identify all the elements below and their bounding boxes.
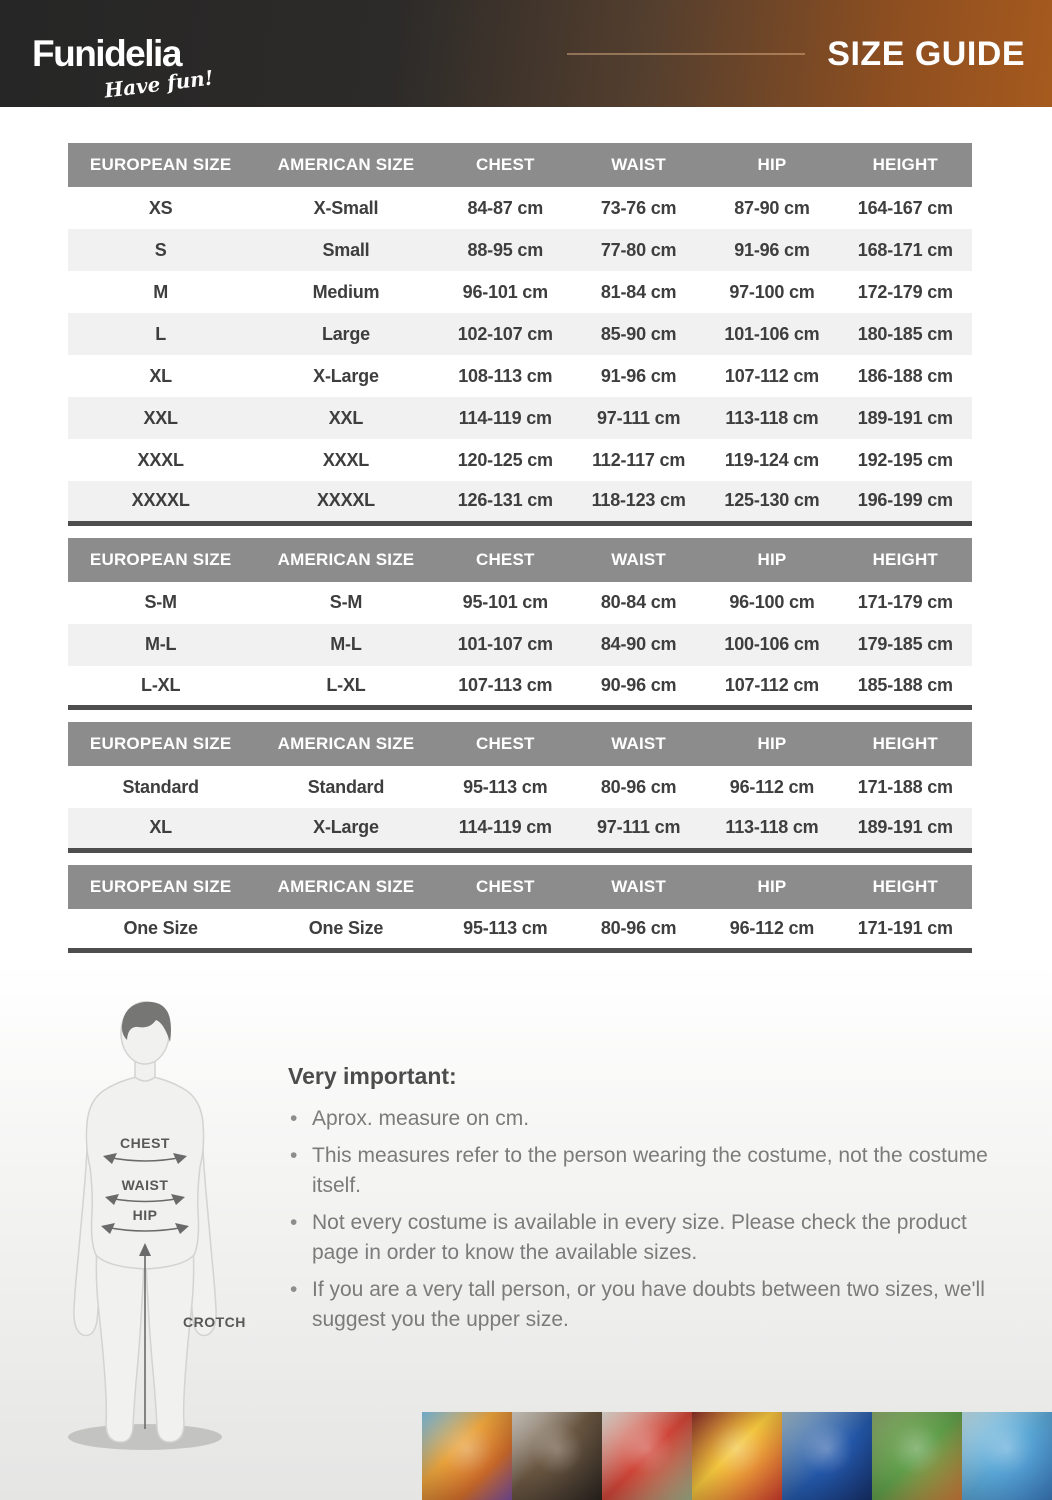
note-item: • If you are a very tall person, or you have doubts between two sizes, we'll suggest you the upper size. [288, 1275, 988, 1335]
column-header: EUROPEAN SIZE [68, 722, 253, 766]
costume-photo-dragon-ball [422, 1412, 512, 1500]
size-cell: 100-106 cm [705, 624, 838, 666]
size-cell: XXL [253, 397, 438, 439]
size-cell: 114-119 cm [439, 397, 572, 439]
column-header: AMERICAN SIZE [253, 143, 438, 187]
size-cell: XS [68, 187, 253, 229]
size-cell: 97-100 cm [705, 271, 838, 313]
size-cell: 171-179 cm [839, 582, 972, 624]
size-row [68, 229, 972, 271]
size-cell: XXXXL [253, 481, 438, 523]
size-cell: XXXL [253, 439, 438, 481]
size-cell: 91-96 cm [572, 355, 705, 397]
size-cell: 171-188 cm [839, 766, 972, 808]
size-cell: 81-84 cm [572, 271, 705, 313]
size-cell: 112-117 cm [572, 439, 705, 481]
size-cell: XXL [68, 397, 253, 439]
column-header: AMERICAN SIZE [253, 538, 438, 582]
notes-list [288, 1104, 988, 1335]
size-cell: X-Small [253, 187, 438, 229]
costume-photo-power-rangers [602, 1412, 692, 1500]
size-cell: 96-112 cm [705, 909, 838, 951]
column-header: CHEST [439, 865, 572, 909]
size-row [68, 271, 972, 313]
size-cell: 77-80 cm [572, 229, 705, 271]
costume-photo-pj-masks [782, 1412, 872, 1500]
size-cell: 73-76 cm [572, 187, 705, 229]
column-header: HEIGHT [839, 143, 972, 187]
size-cell: 126-131 cm [439, 481, 572, 523]
size-cell: S [68, 229, 253, 271]
size-cell: L-XL [253, 666, 438, 708]
size-cell: XXXXL [68, 481, 253, 523]
crotch-label: CROTCH [183, 1314, 246, 1330]
notes-title: Very important: [288, 1063, 457, 1089]
column-header: HEIGHT [839, 538, 972, 582]
size-row [68, 313, 972, 355]
size-cell: 118-123 cm [572, 481, 705, 523]
column-header: WAIST [572, 865, 705, 909]
size-table-2 [68, 538, 972, 711]
column-header: CHEST [439, 722, 572, 766]
column-header: EUROPEAN SIZE [68, 143, 253, 187]
column-header: HIP [705, 722, 838, 766]
size-row [68, 397, 972, 439]
important-notes [288, 1063, 988, 1342]
size-tables [68, 143, 972, 953]
size-row [68, 439, 972, 481]
size-cell: 164-167 cm [839, 187, 972, 229]
column-header: WAIST [572, 538, 705, 582]
size-cell: S-M [253, 582, 438, 624]
column-header: AMERICAN SIZE [253, 722, 438, 766]
column-header: AMERICAN SIZE [253, 865, 438, 909]
waist-label: WAIST [121, 1177, 169, 1193]
costume-photo-pacman [692, 1412, 782, 1500]
size-cell: 113-118 cm [705, 808, 838, 850]
size-cell: 114-119 cm [439, 808, 572, 850]
size-cell: 90-96 cm [572, 666, 705, 708]
header-divider-line [567, 53, 805, 55]
size-cell: 168-171 cm [839, 229, 972, 271]
size-row [68, 481, 972, 523]
size-cell: 101-107 cm [439, 624, 572, 666]
size-row [68, 355, 972, 397]
costume-photo-smurfs [962, 1412, 1052, 1500]
page-title: SIZE GUIDE [827, 34, 1025, 73]
costume-photo-blanka [872, 1412, 962, 1500]
size-cell: 107-113 cm [439, 666, 572, 708]
size-table-4 [68, 865, 972, 954]
size-cell: M [68, 271, 253, 313]
size-cell: 87-90 cm [705, 187, 838, 229]
header-row [68, 865, 972, 909]
hip-label: HIP [132, 1207, 158, 1223]
size-cell: 120-125 cm [439, 439, 572, 481]
chest-label: CHEST [120, 1135, 170, 1151]
bottom-section [0, 963, 1052, 1500]
size-cell: 88-95 cm [439, 229, 572, 271]
size-cell: One Size [253, 909, 438, 951]
size-cell: 97-111 cm [572, 808, 705, 850]
size-cell: S-M [68, 582, 253, 624]
column-header: HIP [705, 143, 838, 187]
size-row [68, 808, 972, 850]
column-header: HIP [705, 865, 838, 909]
size-cell: 91-96 cm [705, 229, 838, 271]
size-cell: 189-191 cm [839, 397, 972, 439]
size-cell: Large [253, 313, 438, 355]
size-cell: 80-96 cm [572, 909, 705, 951]
costume-photo-star-wars [512, 1412, 602, 1500]
column-header: CHEST [439, 143, 572, 187]
size-cell: XXXL [68, 439, 253, 481]
size-cell: 119-124 cm [705, 439, 838, 481]
size-table-3 [68, 722, 972, 853]
size-cell: M-L [253, 624, 438, 666]
column-header: HEIGHT [839, 722, 972, 766]
header-row [68, 143, 972, 187]
size-cell: X-Large [253, 808, 438, 850]
size-cell: 125-130 cm [705, 481, 838, 523]
size-cell: 192-195 cm [839, 439, 972, 481]
column-header: WAIST [572, 722, 705, 766]
note-item: • This measures refer to the person wearing the costume, not the costume itself. [288, 1141, 988, 1201]
note-item: • Not every costume is available in every size. Please check the product page in order to know the available sizes. [288, 1208, 988, 1268]
size-cell: M-L [68, 624, 253, 666]
column-header: HEIGHT [839, 865, 972, 909]
size-cell: XL [68, 808, 253, 850]
size-cell: 80-84 cm [572, 582, 705, 624]
size-cell: 108-113 cm [439, 355, 572, 397]
size-cell: 180-185 cm [839, 313, 972, 355]
size-cell: Small [253, 229, 438, 271]
size-row [68, 187, 972, 229]
size-cell: 85-90 cm [572, 313, 705, 355]
size-cell: Standard [68, 766, 253, 808]
column-header: CHEST [439, 538, 572, 582]
size-cell: 95-101 cm [439, 582, 572, 624]
size-row [68, 666, 972, 708]
size-cell: XL [68, 355, 253, 397]
size-cell: 196-199 cm [839, 481, 972, 523]
size-row [68, 766, 972, 808]
column-header: WAIST [572, 143, 705, 187]
size-cell: 171-191 cm [839, 909, 972, 951]
photo-strip [422, 1412, 1052, 1500]
body-measurement-diagram [45, 997, 250, 1452]
size-cell: 179-185 cm [839, 624, 972, 666]
size-cell: One Size [68, 909, 253, 951]
size-cell: Standard [253, 766, 438, 808]
size-cell: 96-100 cm [705, 582, 838, 624]
header-banner [0, 0, 1052, 107]
size-table-1 [68, 143, 972, 526]
size-cell: 186-188 cm [839, 355, 972, 397]
size-cell: 101-106 cm [705, 313, 838, 355]
size-cell: 95-113 cm [439, 766, 572, 808]
note-item: • Aprox. measure on cm. [288, 1104, 988, 1134]
size-cell: 84-90 cm [572, 624, 705, 666]
brand-tagline: Have fun! [103, 65, 216, 103]
size-cell: 172-179 cm [839, 271, 972, 313]
column-header: EUROPEAN SIZE [68, 538, 253, 582]
size-cell: 189-191 cm [839, 808, 972, 850]
size-cell: 97-111 cm [572, 397, 705, 439]
size-row [68, 582, 972, 624]
size-cell: 96-112 cm [705, 766, 838, 808]
size-cell: 113-118 cm [705, 397, 838, 439]
column-header: EUROPEAN SIZE [68, 865, 253, 909]
header-row [68, 538, 972, 582]
size-cell: 96-101 cm [439, 271, 572, 313]
size-cell: 107-112 cm [705, 666, 838, 708]
size-cell: 80-96 cm [572, 766, 705, 808]
size-cell: 107-112 cm [705, 355, 838, 397]
column-header: HIP [705, 538, 838, 582]
size-row [68, 909, 972, 951]
size-cell: 95-113 cm [439, 909, 572, 951]
size-row [68, 624, 972, 666]
brand-name: Funidelia [32, 33, 181, 74]
size-cell: 185-188 cm [839, 666, 972, 708]
size-cell: 102-107 cm [439, 313, 572, 355]
size-cell: L-XL [68, 666, 253, 708]
size-cell: Medium [253, 271, 438, 313]
size-cell: X-Large [253, 355, 438, 397]
size-cell: 84-87 cm [439, 187, 572, 229]
header-row [68, 722, 972, 766]
size-cell: L [68, 313, 253, 355]
funidelia-logo [32, 33, 216, 103]
